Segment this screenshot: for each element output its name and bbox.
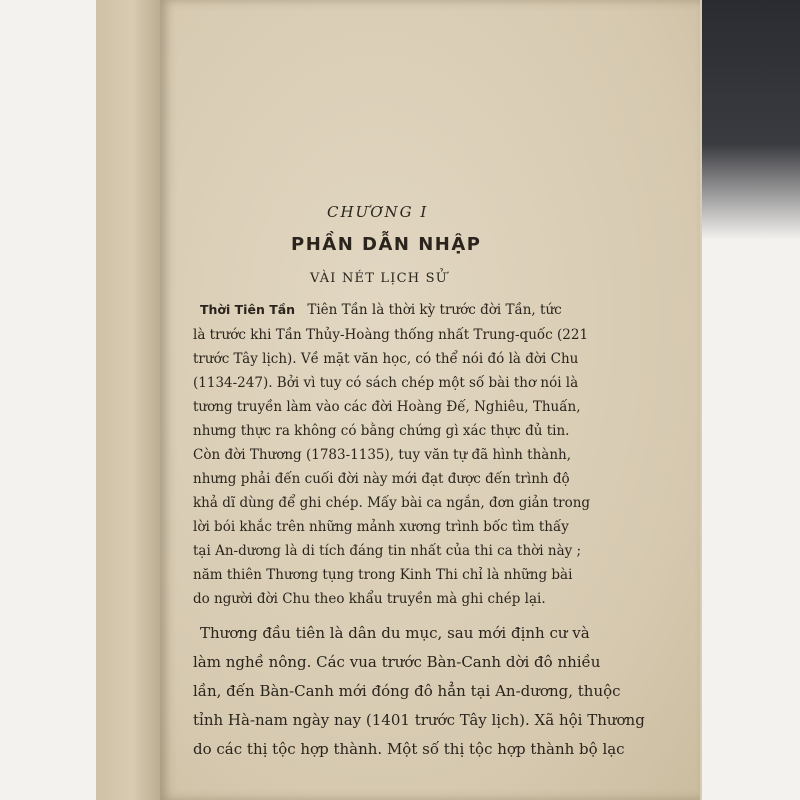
paragraph-line: tại An-dương là di tích đáng tin nhất của thi ca thời này ; [193, 543, 582, 559]
paragraph-line: năm thiên Thương tụng trong Kinh Thi chỉ là những bài [193, 567, 573, 583]
paragraph-line: do người đời Chu theo khẩu truyền mà ghi chép lại. [193, 591, 546, 607]
chapter-subtitle: VÀI NÉT LỊCH SỬ [310, 271, 448, 286]
left-page-edge [96, 0, 164, 800]
paragraph-line: là trước khi Tần Thủy-Hoàng thống nhất Trung-quốc (221 [193, 327, 589, 343]
paragraph-line: (1134-247). Bởi vì tuy có sách chép một số bài thơ nói là [193, 375, 579, 391]
paragraph-line: trước Tây lịch). Về mặt văn học, có thể nói đó là đời Chu [193, 351, 579, 367]
paragraph-line: tỉnh Hà-nam ngày nay (1401 trước Tây lịch). Xã hội Thương [193, 711, 645, 729]
section-lead-in: Thời Tiên Tần [200, 302, 296, 317]
paragraph-1-first-line [200, 302, 562, 318]
paragraph-line: làm nghề nông. Các vua trước Bàn-Canh dời đô nhiều [193, 653, 601, 671]
paragraph-text: Tiên Tần là thời kỳ trước đời Tần, tức [307, 302, 562, 318]
paragraph-line: khả dĩ dùng để ghi chép. Mấy bài ca ngắn, đơn giản trong [193, 495, 591, 511]
paragraph-line: Còn đời Thương (1783-1135), tuy văn tự đã hình thành, [193, 447, 571, 463]
paragraph-line: do các thị tộc hợp thành. Một số thị tộc hợp thành bộ lạc [193, 740, 625, 758]
paragraph-line: Thương đầu tiên là dân du mục, sau mới định cư và [200, 624, 590, 642]
paragraph-line: lời bói khắc trên những mảnh xương trình bốc tìm thấy [193, 519, 569, 535]
chapter-label: CHƯƠNG I [327, 203, 429, 221]
paragraph-line: nhưng phải đến cuối đời này mới đạt được đến trình độ [193, 471, 570, 487]
paragraph-line: tương truyền làm vào các đời Hoàng Đế, Nghiêu, Thuấn, [193, 399, 581, 415]
chapter-title: PHẦN DẪN NHẬP [291, 234, 482, 255]
paragraph-line: nhưng thực ra không có bằng chứng gì xác thực đủ tin. [193, 423, 570, 439]
background-shadow [690, 0, 800, 240]
paragraph-line: lần, đến Bàn-Canh mới đóng đô hẳn tại An-dương, thuộc [193, 682, 621, 700]
